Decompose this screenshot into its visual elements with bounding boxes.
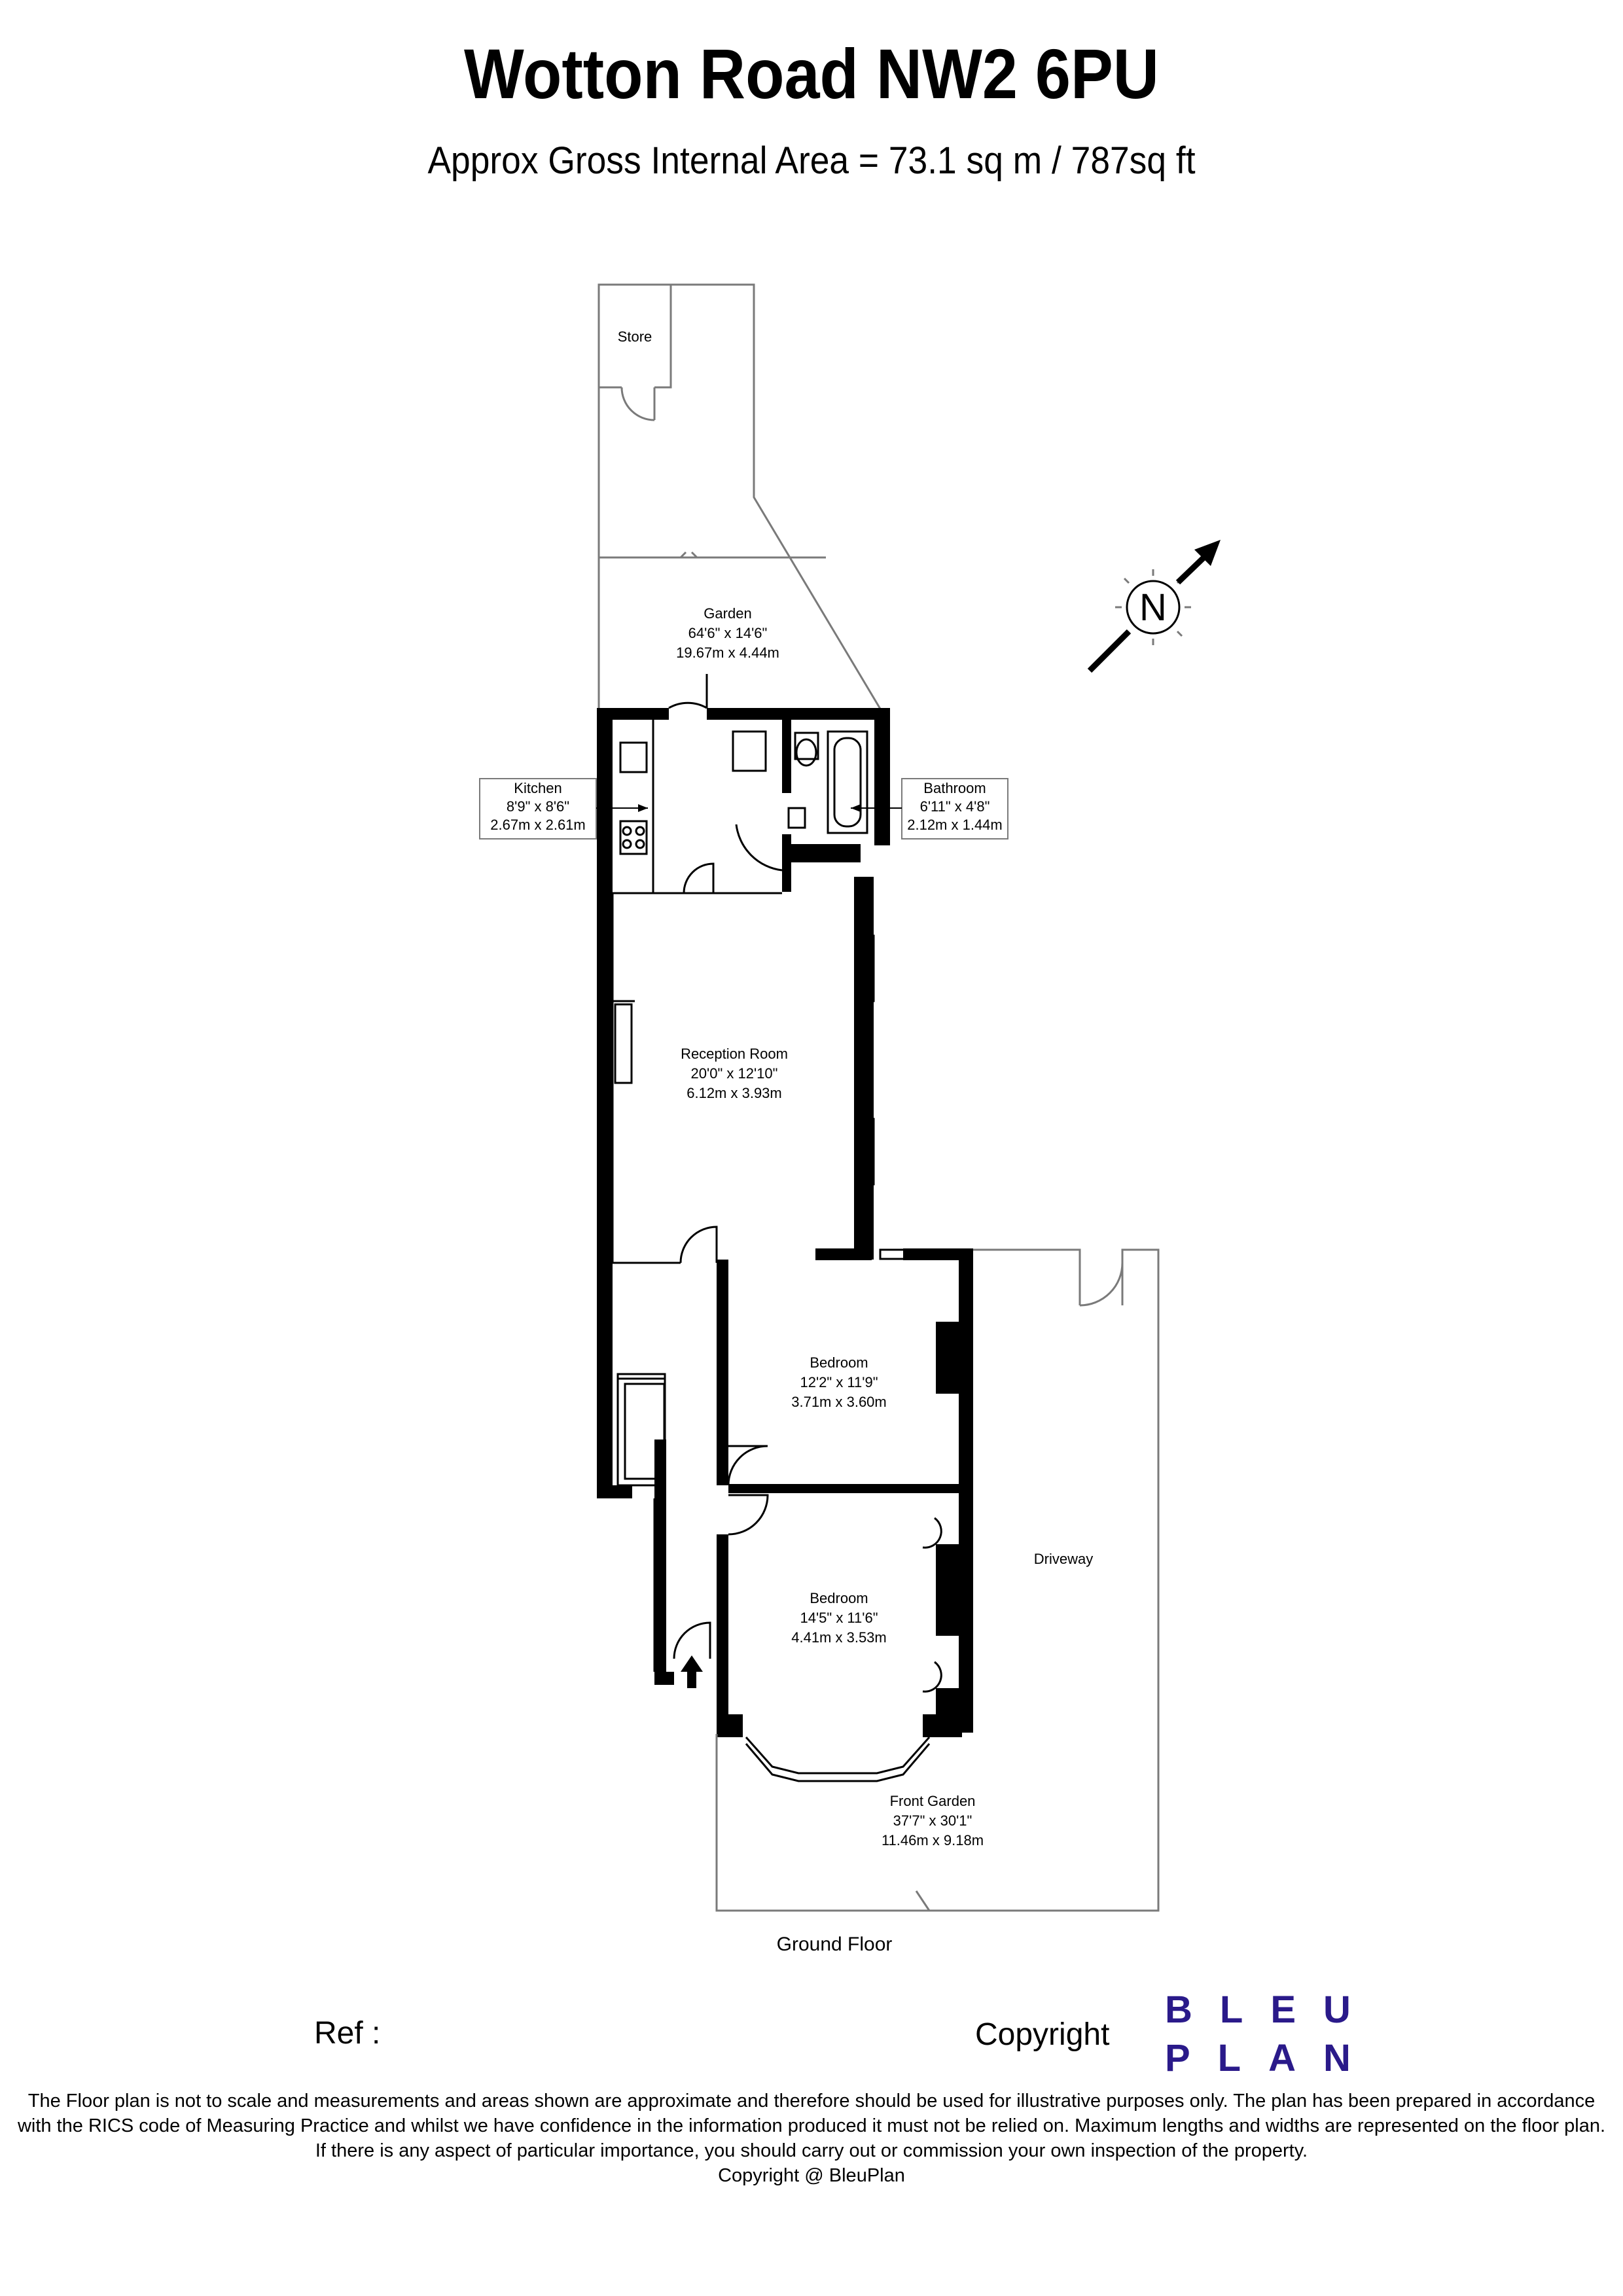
bedroom2-imperial: 14'5" x 11'6": [800, 1610, 878, 1626]
bedroom2-metric: 4.41m x 3.53m: [791, 1629, 887, 1646]
bedroom1-name: Bedroom: [810, 1354, 868, 1371]
garden-metric: 19.67m x 4.44m: [676, 645, 779, 661]
disclaimer: [0, 2089, 1623, 2188]
kitchen-imperial: 8'9" x 8'6": [506, 798, 570, 815]
front-garden-metric: 11.46m x 9.18m: [881, 1832, 984, 1848]
bathroom-imperial: 6'11" x 4'8": [919, 798, 990, 815]
logo-line-1: BLEU: [1165, 1988, 1378, 2031]
driveway-label: Driveway: [1033, 1551, 1094, 1567]
area-subtitle: Approx Gross Internal Area = 73.1 sq m / 787sq ft: [427, 139, 1196, 182]
page-title: Wotton Road NW2 6PU: [464, 34, 1159, 113]
copyright-label: Copyright: [975, 2017, 1110, 2052]
bathroom-metric: 2.12m x 1.44m: [907, 817, 1003, 833]
reception-name: Reception Room: [681, 1046, 788, 1062]
bleuplan-logo: [1165, 1986, 1378, 2083]
garden-name: Garden: [704, 605, 752, 622]
garden-imperial: 64'6" x 14'6": [688, 625, 768, 641]
bedroom1-metric: 3.71m x 3.60m: [791, 1394, 887, 1410]
bay-window: [746, 1737, 929, 1781]
front-garden-imperial: 37'7" x 30'1": [893, 1812, 972, 1829]
ref-label: Ref :: [314, 2016, 381, 2051]
disclaimer-line: If there is any aspect of particular importance, you should carry out or commission your own inspection of the property.: [315, 2140, 1308, 2161]
logo-line-2: PLAN: [1165, 2037, 1378, 2079]
store-label: Store: [617, 328, 652, 345]
floor-label: Ground Floor: [776, 1934, 893, 1955]
reception-imperial: 20'0" x 12'10": [690, 1065, 778, 1082]
kitchen-name: Kitchen: [514, 780, 562, 796]
disclaimer-line: Copyright @ BleuPlan: [718, 2165, 905, 2186]
disclaimer-line: with the RICS code of Measuring Practice and whilst we have confidence in the information produced it must not be relied on. Maximum lengths and widths are represented on the floor plan.: [17, 2115, 1606, 2136]
disclaimer-line: The Floor plan is not to scale and measurements and areas shown are approximate and therefore should be used for illustrative purposes only. The plan has been prepared in accordance: [27, 2091, 1596, 2111]
entrance-arrow-icon: [681, 1655, 703, 1688]
bedroom2-name: Bedroom: [810, 1590, 868, 1606]
bathroom-name: Bathroom: [923, 780, 986, 796]
front-garden-name: Front Garden: [889, 1793, 976, 1809]
kitchen-metric: 2.67m x 2.61m: [490, 817, 586, 833]
bedroom1-imperial: 12'2" x 11'9": [800, 1374, 878, 1390]
reception-metric: 6.12m x 3.93m: [687, 1085, 782, 1101]
door-swings: [669, 674, 1122, 1691]
compass-label: N: [1139, 586, 1167, 629]
